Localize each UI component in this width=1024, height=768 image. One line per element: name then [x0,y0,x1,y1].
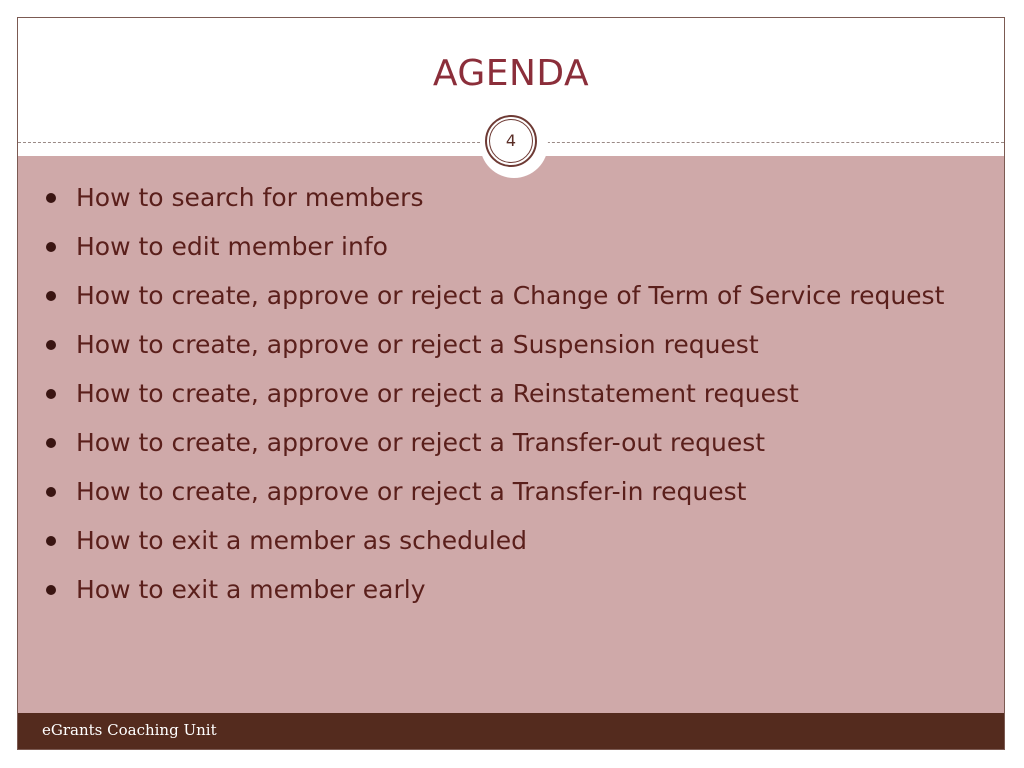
agenda-item-text: How to edit member info [76,232,388,261]
agenda-item [44,276,974,316]
footer-text: eGrants Coaching Unit [42,721,217,739]
bullet-icon [46,242,56,252]
page-number-badge: 4 [489,119,533,163]
agenda-item [44,325,974,365]
agenda-item-text: How to create, approve or reject a Reinstatement request [76,379,799,408]
agenda-item [44,227,974,267]
footer-bar [18,713,1004,749]
slide-title: AGENDA [432,53,590,94]
bullet-icon [46,291,56,301]
agenda-item-text: How to exit a member early [76,575,426,604]
agenda-item [44,570,974,610]
agenda-list [44,178,974,619]
bullet-icon [46,389,56,399]
bullet-icon [46,438,56,448]
agenda-item [44,374,974,414]
bullet-icon [46,585,56,595]
agenda-item-text: How to create, approve or reject a Change of Term of Service request [76,281,945,310]
agenda-item [44,178,974,218]
bullet-icon [46,536,56,546]
agenda-item-text: How to search for members [76,183,424,212]
bullet-icon [46,193,56,203]
agenda-item [44,521,974,561]
agenda-item-text: How to create, approve or reject a Suspension request [76,330,759,359]
agenda-item-text: How to create, approve or reject a Transfer-in request [76,477,747,506]
agenda-item-text: How to exit a member as scheduled [76,526,527,555]
slide [17,17,1005,750]
agenda-item-text: How to create, approve or reject a Transfer-out request [76,428,766,457]
bullet-icon [46,487,56,497]
bullet-icon [46,340,56,350]
agenda-item [44,423,974,463]
agenda-item [44,472,974,512]
